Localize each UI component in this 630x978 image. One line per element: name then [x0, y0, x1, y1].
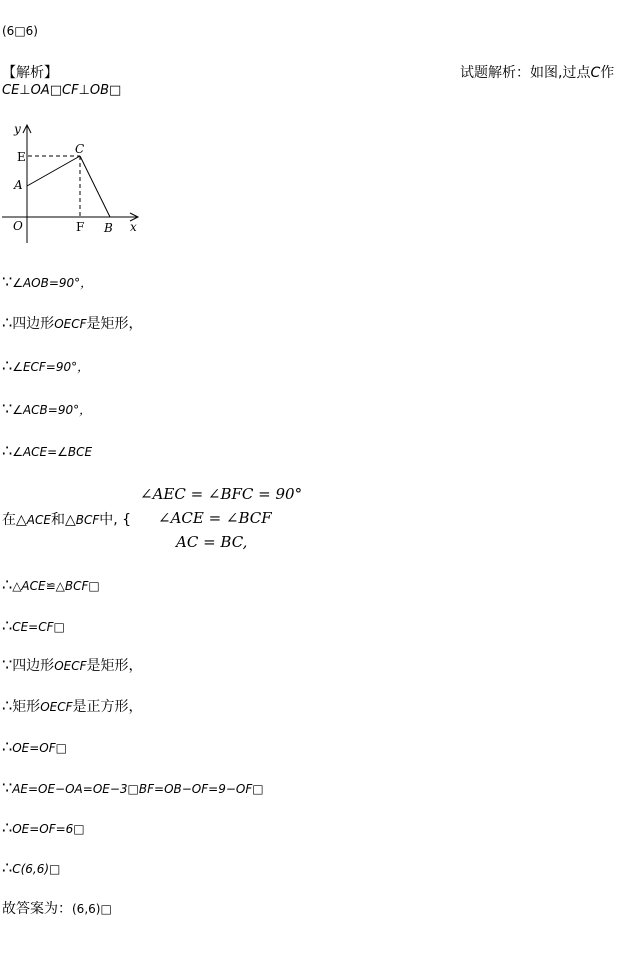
- step-text-post: 是矩形，: [86, 658, 143, 674]
- label-B: B: [104, 221, 113, 235]
- step-6: [2, 575, 100, 594]
- analysis-label: 【解析】: [2, 65, 58, 81]
- step-text: ∠ECF=90°，: [12, 360, 90, 374]
- step-text: ∠ACB=90°，: [12, 403, 92, 417]
- equation-1: ∠AEC = ∠BFC = 90°: [140, 485, 303, 503]
- step-text-pre: 四边形: [12, 658, 55, 674]
- step-var: OECF: [54, 317, 87, 331]
- step-12: [2, 818, 85, 837]
- congruence-pre: 在△: [2, 512, 27, 528]
- final-answer-label: 故答案为：: [2, 901, 72, 917]
- step-text: AE=OE−OA=OE−3□BF=OB−OF=9−OF□: [12, 782, 264, 796]
- analysis-intro: [460, 62, 614, 82]
- step-text-pre: 矩形: [12, 699, 41, 715]
- step-symbol: ∵: [2, 655, 13, 674]
- triangle-BCF: BCF: [75, 513, 100, 527]
- triangle-ACE: ACE: [26, 513, 51, 527]
- step-text: OE=OF□: [12, 741, 67, 755]
- label-x: x: [130, 220, 137, 234]
- segment-AC: [27, 156, 80, 186]
- step-text-pre: 四边形: [12, 316, 55, 332]
- step-var: OECF: [40, 700, 73, 714]
- step-3: [2, 356, 89, 375]
- analysis-perpendiculars: CE⊥OA□CF⊥OB□: [2, 83, 122, 98]
- step-5: [2, 441, 92, 460]
- label-F: F: [76, 220, 85, 234]
- step-text: ∠AOB=90°，: [12, 276, 93, 290]
- answer-top: (6□6): [2, 24, 38, 38]
- step-1: [2, 272, 92, 291]
- analysis-intro-var: C: [590, 65, 601, 81]
- step-9: [2, 696, 143, 716]
- step-text: C(6,6)□: [12, 862, 61, 876]
- final-answer: [2, 898, 112, 918]
- step-symbol: ∴: [2, 356, 13, 375]
- label-E: E: [17, 150, 26, 164]
- analysis-intro-suffix: 作: [600, 65, 615, 81]
- label-A: A: [14, 178, 23, 192]
- step-10: [2, 737, 67, 756]
- step-symbol: ∴: [2, 616, 13, 635]
- step-2: [2, 313, 143, 333]
- step-symbol: ∴: [2, 818, 13, 837]
- congruence-mid: 和△: [50, 512, 76, 528]
- step-11: [2, 778, 264, 797]
- geometry-diagram: [0, 118, 150, 248]
- step-text-post: 是正方形，: [72, 699, 143, 715]
- step-13: [2, 858, 60, 877]
- step-4: [2, 399, 91, 418]
- step-symbol: ∵: [2, 778, 13, 797]
- analysis-intro-prefix: 试题解析：如图,过点: [460, 65, 591, 81]
- label-y: y: [14, 122, 21, 136]
- step-text: ∠ACE=∠BCE: [12, 445, 93, 459]
- step-var: OECF: [54, 659, 87, 673]
- step-symbol: ∴: [2, 575, 13, 594]
- step-8: [2, 655, 143, 675]
- step-symbol: ∴: [2, 441, 13, 460]
- segment-CB: [80, 156, 110, 217]
- final-answer-value: (6,6)□: [72, 902, 112, 916]
- congruence-post: 中, {: [99, 512, 132, 528]
- step-symbol: ∴: [2, 858, 13, 877]
- step-7: [2, 616, 65, 635]
- step-symbol: ∵: [2, 272, 13, 291]
- step-symbol: ∴: [2, 696, 13, 715]
- step-symbol: ∴: [2, 737, 13, 756]
- equation-2: ∠ACE = ∠BCF: [158, 509, 272, 527]
- equation-3: AC = BC,: [176, 533, 248, 551]
- step-text: CE=CF□: [12, 620, 65, 634]
- congruence-intro: [2, 509, 131, 529]
- step-text: △ACE≌△BCF□: [12, 579, 100, 593]
- step-symbol: ∴: [2, 313, 13, 332]
- step-text-post: 是矩形，: [86, 316, 143, 332]
- step-text: OE=OF=6□: [12, 822, 85, 836]
- step-symbol: ∵: [2, 399, 13, 418]
- label-O: O: [13, 219, 23, 233]
- label-C: C: [75, 142, 85, 156]
